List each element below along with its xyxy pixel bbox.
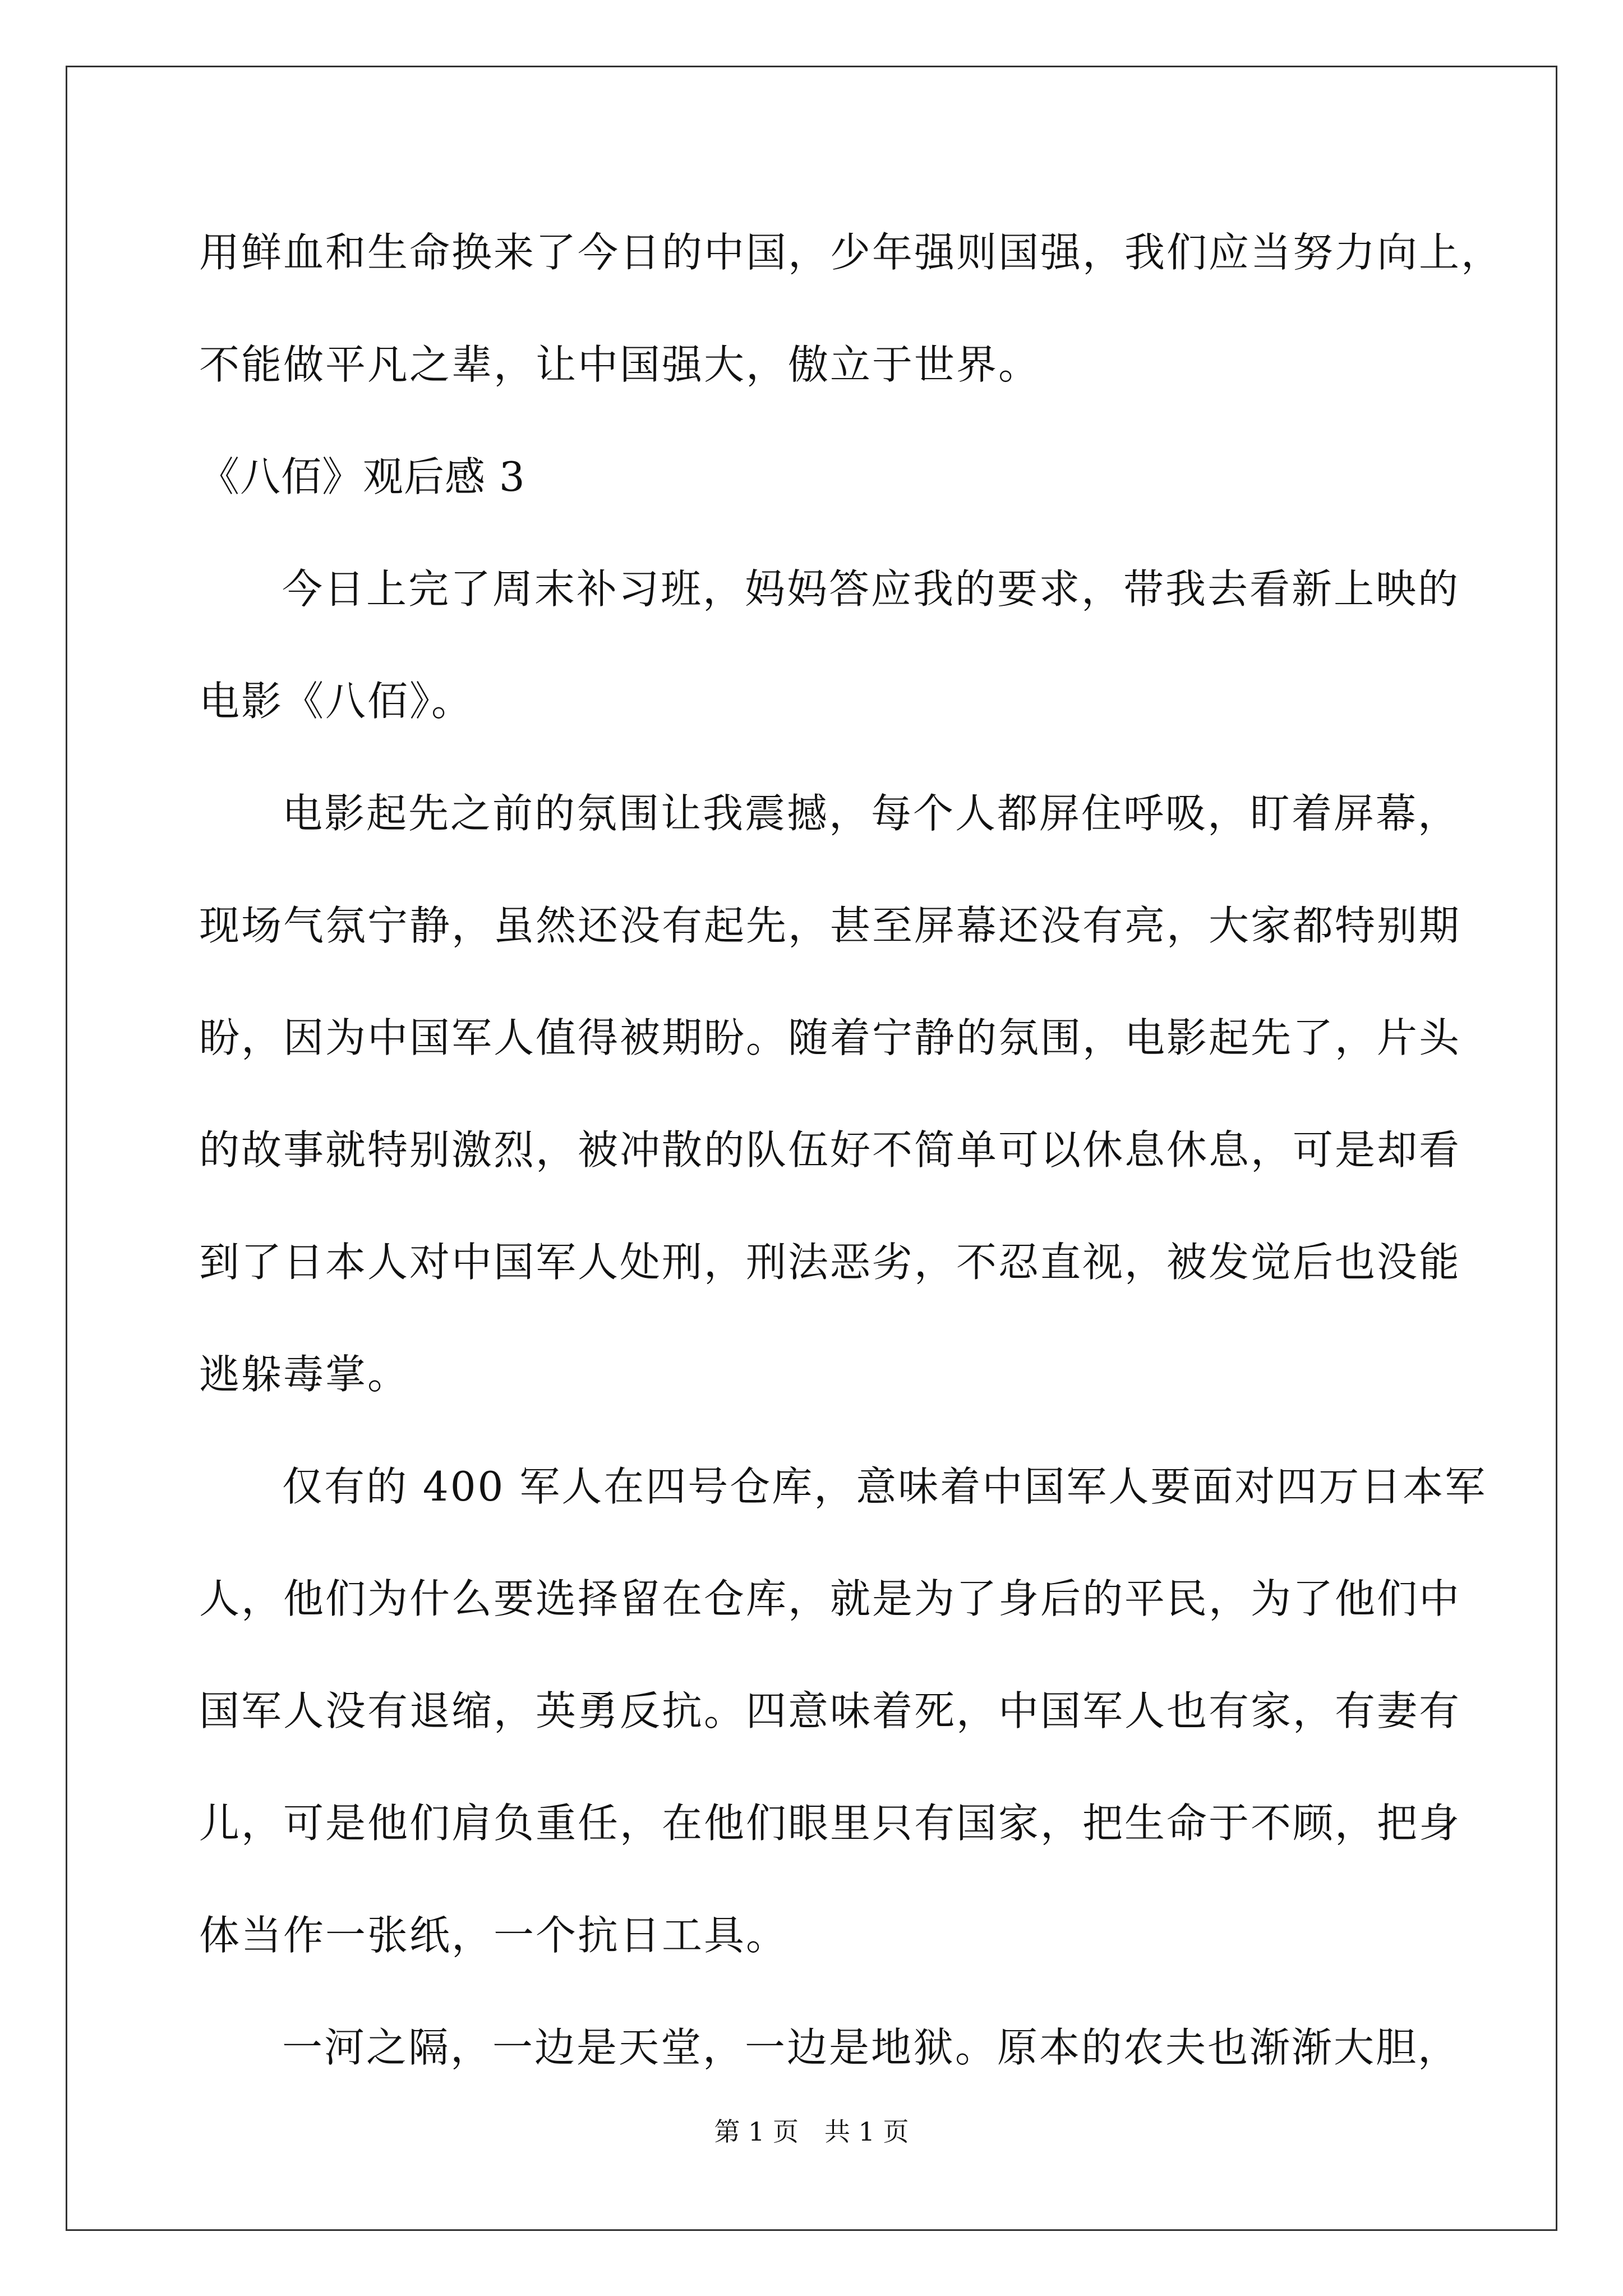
text-line: 到了日本人对中国军人处刑，刑法恶劣，不忍直视，被发觉后也没能 <box>199 1239 1461 1286</box>
text-line: 人，他们为什么要选择留在仓库，就是为了身后的平民，为了他们中 <box>199 1575 1461 1622</box>
text-line: 一河之隔，一边是天堂，一边是地狱。原本的农夫也渐渐大胆， <box>282 2024 1460 2071</box>
document-body <box>199 224 1504 2132</box>
text-line: 电影《八佰》。 <box>199 678 474 725</box>
text-line: 现场气氛宁静，虽然还没有起先，甚至屏幕还没有亮，大家都特别期 <box>199 902 1461 949</box>
text-line: 儿，可是他们肩负重任，在他们眼里只有国家，把生命于不顾，把身 <box>199 1800 1461 1847</box>
text-line: 的故事就特别激烈，被冲散的队伍好不简单可以休息休息，可是却看 <box>199 1126 1461 1174</box>
page-footer: 第 1 页 共 1 页 <box>714 2116 909 2147</box>
text-line: 逃躲毒掌。 <box>199 1351 410 1398</box>
text-line: 今日上完了周末补习班，妈妈答应我的要求，带我去看新上映的 <box>282 565 1460 613</box>
text-line: 仅有的 400 军人在四号仓库，意味着中国军人要面对四万日本军 <box>282 1463 1487 1510</box>
text-line: 盼，因为中国军人值得被期盼。随着宁静的氛围，电影起先了，片头 <box>199 1014 1461 1061</box>
section-heading: 《八佰》观后感 3 <box>199 453 525 500</box>
text-line: 用鲜血和生命换来了今日的中国，少年强则国强，我们应当努力向上， <box>199 229 1504 276</box>
text-line: 体当作一张纸，一个抗日工具。 <box>199 1912 789 1959</box>
text-line: 国军人没有退缩，英勇反抗。四意味着死，中国军人也有家，有妻有 <box>199 1687 1461 1734</box>
text-line: 电影起先之前的氛围让我震撼，每个人都屏住呼吸，盯着屏幕， <box>282 790 1460 837</box>
text-line: 不能做平凡之辈，让中国强大，傲立于世界。 <box>199 341 1041 388</box>
